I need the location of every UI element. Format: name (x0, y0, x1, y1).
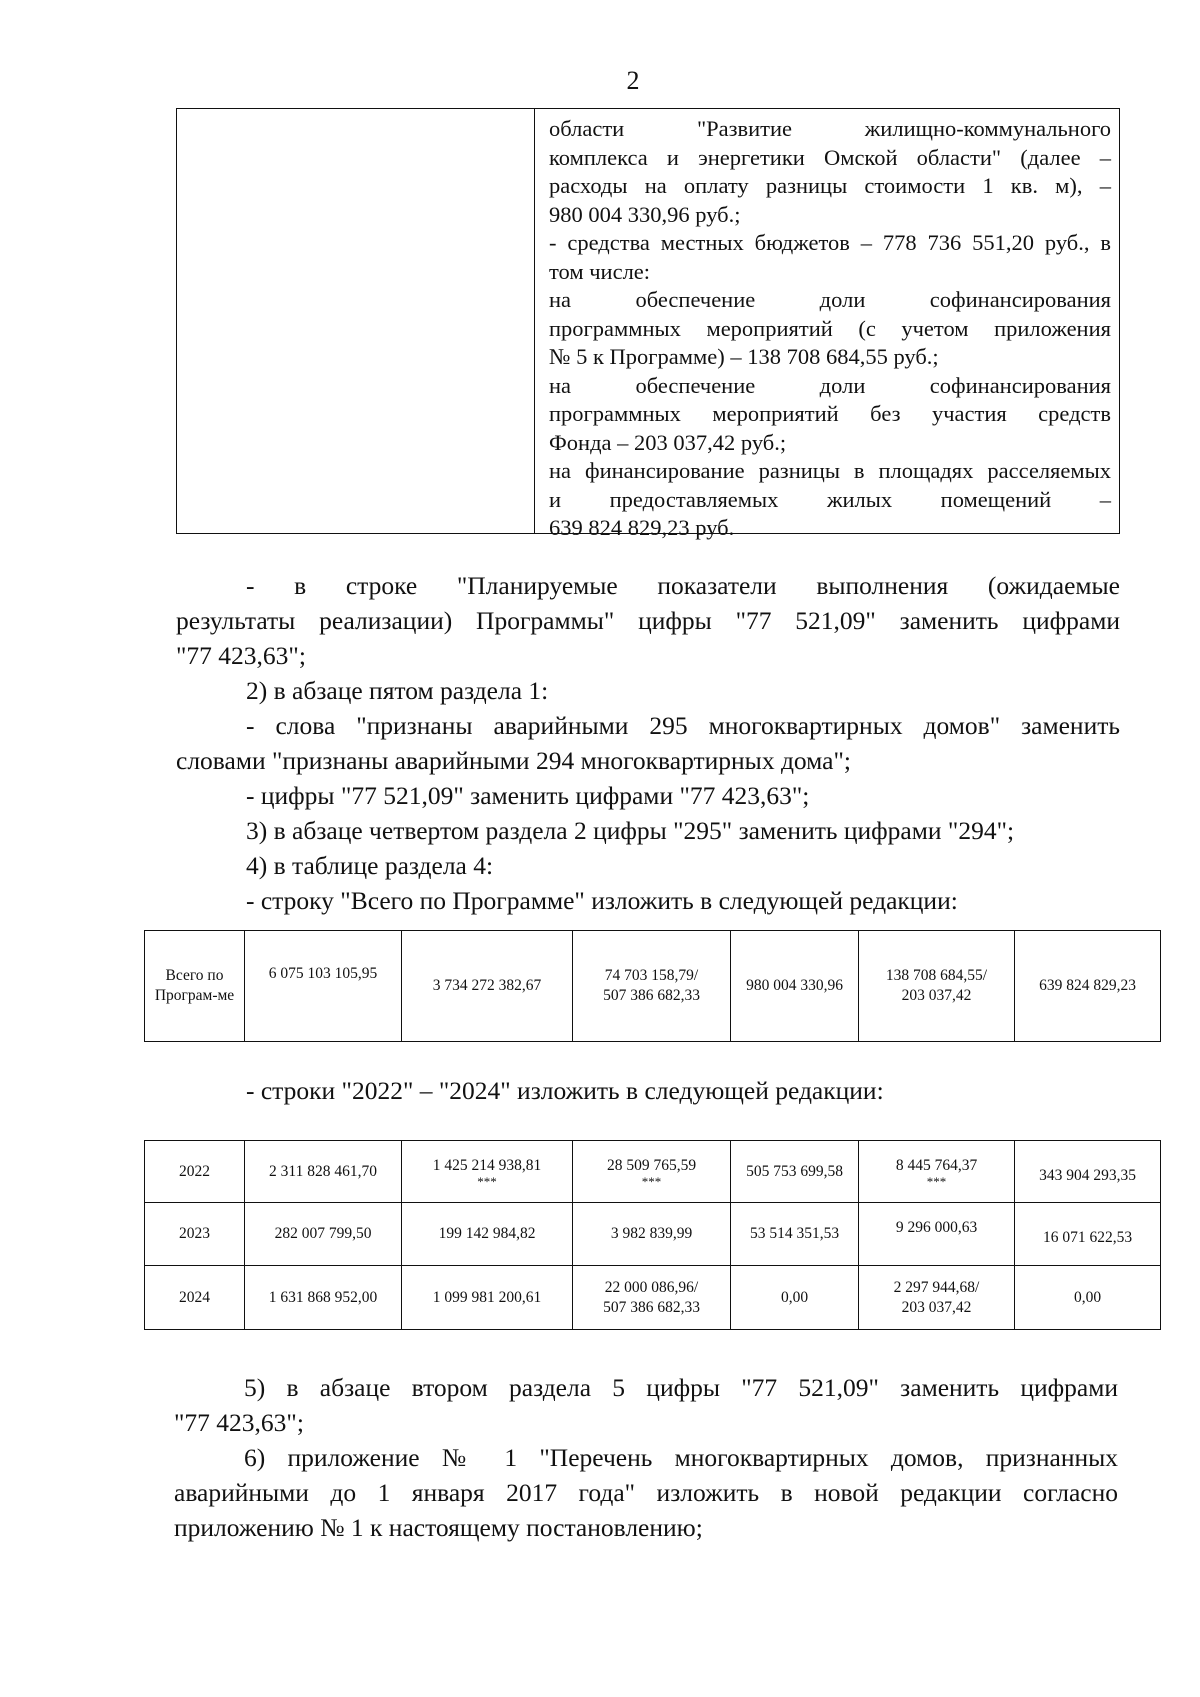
cell-line: комплекса и энергетики Омской области" (далее – (549, 144, 1111, 170)
year-label: 2022 (179, 1162, 210, 1180)
text-block-2 (246, 1073, 1146, 1108)
cell-value: 505 753 699,58 (746, 1162, 843, 1180)
cell-value: 507 386 682,33 (603, 987, 700, 1004)
table-cell (731, 1266, 859, 1330)
footnote-mark: *** (641, 1173, 662, 1189)
table-row (145, 1203, 1161, 1266)
footnote-mark: *** (477, 1173, 497, 1189)
table-cell (1015, 1141, 1161, 1203)
cell-value: 980 004 330,96 (746, 977, 843, 994)
table-cell (573, 931, 731, 1042)
table-cell (245, 931, 402, 1042)
cell-line: программных мероприятий без участия средств (549, 401, 1111, 426)
table-cell (1015, 931, 1161, 1042)
table-cell (731, 1141, 859, 1203)
cell-value: 203 037,42 (901, 987, 972, 1004)
cell-line: расходы на оплату разницы стоимости 1 кв. м), – (549, 173, 1111, 198)
cell-value: 22 000 086,96/ (604, 1278, 699, 1296)
cell-value: 53 514 351,53 (749, 1225, 840, 1242)
text-line: 6) приложение № 1 "Перечень многоквартирных домов, признанных (244, 1443, 1118, 1472)
cell-value: 74 703 158,79/ (604, 967, 699, 984)
text-line: приложению № 1 к настоящему постановлению; (174, 1513, 703, 1542)
table-cell (402, 1141, 573, 1203)
cell-line: 980 004 330,96 руб.; (549, 201, 741, 227)
table-cell (731, 1203, 859, 1266)
continuation-table (176, 108, 1120, 540)
text-line: "77 423,63"; (174, 1408, 304, 1437)
table-cell (402, 931, 573, 1042)
table-cell (245, 1141, 402, 1203)
text-line: 2) в абзаце пятом раздела 1: (246, 676, 549, 705)
table-cell (1015, 1266, 1161, 1330)
text-line: - строку "Всего по Программе" изложить в следующей редакции: (246, 886, 958, 915)
table-cell (573, 1266, 731, 1330)
total-row-table (144, 930, 1161, 1042)
cell-value: 2 297 944,68/ (893, 1278, 980, 1296)
table-row (145, 1141, 1161, 1203)
cell-value: 0,00 (1073, 1288, 1102, 1306)
cell-line: области "Развитие жилищно-коммунального (549, 116, 1111, 141)
total-label-cell (145, 931, 245, 1042)
year-label: 2023 (179, 1225, 210, 1242)
text-line: 5) в абзаце втором раздела 5 цифры "77 521,09" заменить цифрами (244, 1373, 1118, 1402)
cell-value: 28 509 765,59 (606, 1156, 697, 1174)
cell-value: 203 037,42 (901, 1298, 972, 1316)
text-line: 3) в абзаце четвертом раздела 2 цифры "295" заменить цифрами "294"; (246, 816, 1015, 845)
cell-line: том числе: (549, 258, 651, 284)
text-line: - строки "2022" – "2024" изложить в следующей редакции: (246, 1076, 884, 1105)
table-cell (1015, 1203, 1161, 1266)
cell-value: 1 099 981 200,61 (432, 1288, 542, 1306)
table-cell (859, 931, 1015, 1042)
table-cell (859, 1266, 1015, 1330)
cell-value: 138 708 684,55/ (885, 967, 988, 984)
text-line: - цифры "77 521,09" заменить цифрами "77 423,63"; (246, 781, 810, 810)
cell-line: программных мероприятий (с учетом приложения (549, 315, 1111, 341)
cell-line: на финансирование разницы в площадях расселяемых (549, 458, 1111, 483)
table-cell (245, 1203, 402, 1266)
table-cell (859, 1203, 1015, 1266)
table-row (145, 931, 1161, 1042)
cell-line: и предоставляемых жилых помещений – (549, 486, 1111, 512)
cell-value: 343 904 293,35 (1039, 1166, 1136, 1184)
table-cell (245, 1266, 402, 1330)
cell-value: 3 982 839,99 (610, 1225, 693, 1242)
text-line: 4) в таблице раздела 4: (246, 851, 494, 880)
year-label: 2024 (179, 1288, 210, 1306)
cell-value: 16 071 622,53 (1042, 1229, 1133, 1246)
cell-value: 507 386 682,33 (603, 1298, 700, 1316)
text-line: - слова "признаны аварийными 295 многоквартирных домов" заменить (246, 711, 1120, 740)
cell-value: 6 075 103 105,95 (268, 965, 378, 982)
year-cell (145, 1266, 245, 1330)
page-number: 2 (626, 66, 640, 95)
table-cell (859, 1141, 1015, 1203)
cell-line: - средства местных бюджетов – 778 736 551,20 руб., в (549, 230, 1111, 255)
cell-line: на обеспечение доли софинансирования (549, 372, 1111, 398)
cell-value: 1 425 214 938,81 (432, 1156, 542, 1174)
total-label: Всего по Програм-ме (154, 967, 235, 1004)
table-cell (402, 1203, 573, 1266)
cell-value: 0,00 (780, 1288, 809, 1306)
cell-line: Фонда – 203 037,42 руб.; (549, 429, 787, 455)
year-cell (145, 1203, 245, 1266)
text-block-1 (176, 568, 1120, 918)
table-cell (573, 1203, 731, 1266)
text-line: словами "признаны аварийными 294 многоквартирных дома"; (176, 746, 851, 775)
cell-line: 639 824 829,23 руб. (549, 515, 735, 540)
financing-cell (549, 115, 1111, 543)
text-line: "77 423,63"; (176, 641, 306, 670)
cell-value: 8 445 764,37 (895, 1156, 978, 1174)
cell-value: 9 296 000,63 (895, 1219, 978, 1236)
footnote-mark: *** (926, 1173, 947, 1189)
year-cell (145, 1141, 245, 1203)
cell-line: № 5 к Программе) – 138 708 684,55 руб.; (549, 344, 939, 369)
table-cell (731, 931, 859, 1042)
text-line: аварийными до 1 января 2017 года" изложить в новой редакции согласно (174, 1478, 1118, 1507)
cell-value: 199 142 984,82 (438, 1225, 536, 1242)
cell-line: на обеспечение доли софинансирования (549, 287, 1111, 312)
text-line: результаты реализации) Программы" цифры "77 521,09" заменить цифрами (176, 606, 1120, 635)
text-block-3 (174, 1370, 1118, 1545)
cell-value: 2 311 828 461,70 (269, 1162, 377, 1180)
table-cell (573, 1141, 731, 1203)
column-divider (534, 109, 535, 533)
table-cell (402, 1266, 573, 1330)
year-rows-table (144, 1140, 1161, 1330)
cell-value: 639 824 829,23 (1039, 977, 1136, 994)
cell-value: 3 734 272 382,67 (432, 977, 542, 994)
cell-value: 282 007 799,50 (274, 1225, 372, 1242)
table-row (145, 1266, 1161, 1330)
text-line: - в строке "Планируемые показатели выполнения (ожидаемые (246, 571, 1120, 600)
cell-value: 1 631 868 952,00 (268, 1288, 378, 1306)
